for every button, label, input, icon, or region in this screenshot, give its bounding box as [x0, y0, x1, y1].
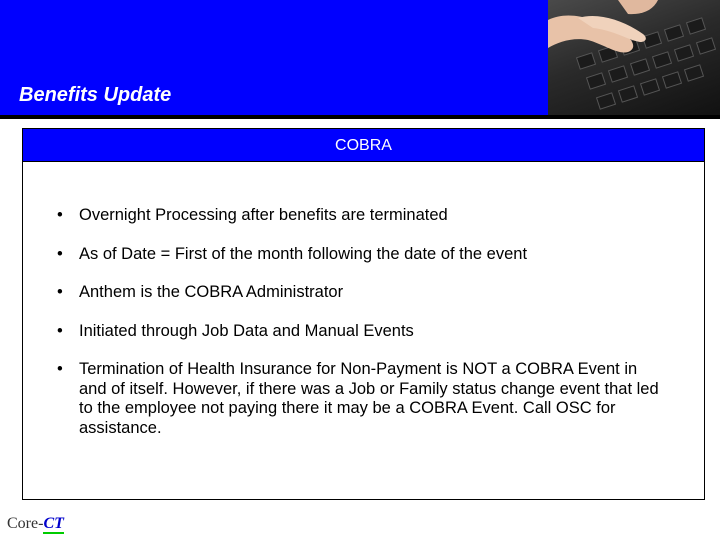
- list-item: • Initiated through Job Data and Manual Events: [57, 321, 414, 340]
- list-item: • Anthem is the COBRA Administrator: [57, 283, 344, 301]
- section-heading: COBRA: [335, 137, 392, 154]
- bullet-icon: •: [57, 206, 63, 224]
- section-header: [22, 128, 705, 162]
- bullet-icon: •: [57, 360, 63, 378]
- bullet-icon: •: [57, 321, 63, 340]
- bullet-list: [57, 206, 667, 457]
- list-item: • Overnight Processing after benefits are terminated: [57, 206, 448, 224]
- keyboard-hand-photo: [548, 0, 720, 115]
- list-item: • As of Date = First of the month following the date of the event: [57, 244, 528, 263]
- bullet-icon: •: [57, 244, 63, 263]
- page-title: Benefits Update: [19, 84, 172, 106]
- header-divider: [0, 115, 720, 119]
- content-box: [22, 162, 705, 500]
- core-ct-logo: [7, 515, 64, 537]
- logo-prefix: Core-: [7, 515, 44, 532]
- logo-suffix: CT: [43, 515, 64, 532]
- list-item: • Termination of Health Insurance for Non-Payment is NOT a COBRA Event in and of itself. However, if there was a Job or Family status change event that led to the employee not paying there it may be a COBRA Event. Call OSC for assistance.: [57, 360, 659, 437]
- bullet-icon: •: [57, 283, 63, 301]
